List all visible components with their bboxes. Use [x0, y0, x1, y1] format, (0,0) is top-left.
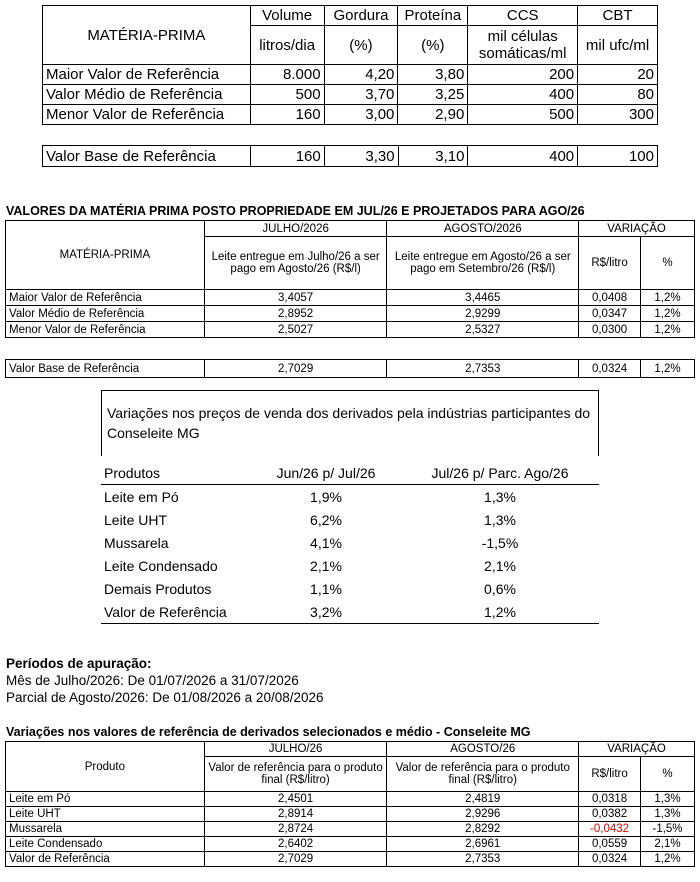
row-label: Menor Valor de Referência: [6, 322, 205, 338]
column-unit: (%): [324, 26, 398, 65]
variation-unit: %: [641, 757, 695, 792]
cell: 4,20: [324, 65, 398, 85]
cell: 3,4465: [387, 290, 579, 306]
cell: 0,0318: [579, 792, 641, 807]
calculation-periods: [6, 655, 324, 706]
row-label: Mussarela: [6, 822, 205, 837]
cell: 3,25: [398, 85, 468, 105]
product-name: Leite UHT: [104, 511, 168, 528]
reference-parameters-table: [42, 5, 658, 125]
raw-material-header: MATÉRIA-PRIMA: [43, 6, 251, 65]
raw-material-base-table: [5, 359, 695, 378]
cell: 80: [578, 85, 658, 105]
periods-heading: Períodos de apuração:: [6, 656, 152, 671]
cell: 2,1%: [310, 557, 342, 574]
variation-unit: %: [641, 237, 695, 290]
table-header-row: [43, 6, 658, 26]
row-label: Valor Base de Referência: [6, 360, 205, 378]
table-row: [43, 65, 658, 85]
variation-unit: R$/litro: [579, 757, 641, 792]
cell: 2,9296: [387, 807, 579, 822]
table-row: [6, 837, 695, 852]
row-label: Leite UHT: [6, 807, 205, 822]
cell: 1,3%: [484, 511, 516, 528]
table-row: [6, 807, 695, 822]
product-header: Produto: [6, 742, 205, 792]
derivatives-box-title: Variações nos preços de venda dos derivados pela indústrias participantes do Conseleite MG: [101, 390, 599, 456]
cell: 400: [468, 146, 578, 167]
product-name: Leite em Pó: [104, 488, 179, 505]
table-row: [101, 577, 599, 600]
table-row: [101, 600, 599, 624]
cell: -1,5%: [481, 534, 519, 551]
cell: 0,0324: [579, 360, 641, 378]
period-description: Valor de referência para o produto final (R$/litro): [204, 757, 387, 792]
row-label: Leite Condensado: [6, 837, 205, 852]
cell: 300: [578, 105, 658, 125]
cell: 1,2%: [401, 600, 599, 624]
cell: 2,6961: [387, 837, 579, 852]
column-header: Volume: [250, 6, 324, 26]
cell: 3,30: [324, 146, 398, 167]
raw-material-price-table: [5, 220, 695, 338]
table-header-row: [101, 461, 599, 485]
column-header: Jul/26 p/ Parc. Ago/26: [401, 461, 599, 485]
table-row: [101, 485, 599, 509]
cell: 1,2%: [641, 360, 695, 378]
price-table-title: VALORES DA MATÉRIA PRIMA POSTO PROPRIEDADE EM JUL/26 E PROJETADOS PARA AGO/26: [6, 204, 585, 218]
cell: 1,2%: [641, 306, 695, 322]
cell: 160: [250, 105, 324, 125]
cell: 1,9%: [310, 488, 342, 505]
cell: 160: [250, 146, 324, 167]
cell: 2,8914: [204, 807, 387, 822]
cell: 1,1%: [310, 580, 342, 597]
cell: 0,6%: [484, 580, 516, 597]
cell: 0,0300: [579, 322, 641, 338]
table-row: [101, 554, 599, 577]
cell: 2,8724: [204, 822, 387, 837]
row-label: Valor de Referência: [6, 852, 205, 867]
cell: 2,6402: [204, 837, 387, 852]
cell: 2,7029: [204, 360, 387, 378]
table-row: [43, 105, 658, 125]
period-header: AGOSTO/2026: [387, 221, 579, 237]
cell: 2,7353: [387, 360, 579, 378]
cell: 2,1%: [641, 837, 695, 852]
reference-base-table: [42, 145, 658, 167]
cell: 2,7029: [204, 852, 387, 867]
cell: 8.000: [250, 65, 324, 85]
negative-cell: -0,0432: [579, 822, 641, 837]
cell: 500: [468, 105, 578, 125]
column-header: Produtos: [101, 461, 251, 485]
row-label: Valor Médio de Referência: [6, 306, 205, 322]
cell: 3,00: [324, 105, 398, 125]
table-row: [6, 822, 695, 837]
period-line: Mês de Julho/2026: De 01/07/2026 a 31/07/2026: [6, 673, 299, 688]
column-unit: (%): [398, 26, 468, 65]
table-row: [6, 852, 695, 867]
cell: 2,8292: [387, 822, 579, 837]
cell: 1,3%: [641, 807, 695, 822]
period-header: JULHO/2026: [204, 221, 387, 237]
cell: 2,8952: [204, 306, 387, 322]
cell: 100: [578, 146, 658, 167]
period-description: Leite entregue em Julho/26 a ser pago em Agosto/26 (R$/l): [204, 237, 387, 290]
cell: 0,0408: [579, 290, 641, 306]
cell: 0,0382: [579, 807, 641, 822]
table-header-row: [6, 742, 695, 757]
table-header-row: [6, 221, 695, 237]
period-description: Leite entregue em Agosto/26 a ser pago em Setembro/26 (R$/l): [387, 237, 579, 290]
cell: 1,3%: [484, 488, 516, 505]
variation-header: VARIAÇÃO: [579, 221, 695, 237]
cell: 3,70: [324, 85, 398, 105]
cell: 2,5327: [387, 322, 579, 338]
column-unit: mil células somáticas/ml: [468, 26, 578, 65]
cell: 0,0324: [579, 852, 641, 867]
cell: 2,7353: [387, 852, 579, 867]
column-header: CBT: [578, 6, 658, 26]
cell: -1,5%: [641, 822, 695, 837]
table-row: [101, 508, 599, 531]
column-header: Jun/26 p/ Jul/26: [251, 461, 401, 485]
cell: 1,2%: [641, 852, 695, 867]
cell: 0,0559: [579, 837, 641, 852]
product-name: Mussarela: [104, 534, 169, 551]
derivatives-variation-table: [101, 461, 599, 624]
row-label: Menor Valor de Referência: [43, 105, 251, 125]
table-row: [6, 290, 695, 306]
cell: 2,4501: [204, 792, 387, 807]
row-label: Valor Médio de Referência: [43, 85, 251, 105]
row-label: Maior Valor de Referência: [43, 65, 251, 85]
period-description: Valor de referência para o produto final (R$/litro): [387, 757, 579, 792]
row-label: Leite em Pó: [6, 792, 205, 807]
table-row: [43, 146, 658, 167]
table-row: [6, 792, 695, 807]
cell: 2,1%: [484, 557, 516, 574]
table-row: [6, 360, 695, 378]
table-row: [6, 322, 695, 338]
cell: 1,3%: [641, 792, 695, 807]
cell: 2,5027: [204, 322, 387, 338]
period-line: Parcial de Agosto/2026: De 01/08/2026 a 20/08/2026: [6, 690, 324, 705]
cell: 2,9299: [387, 306, 579, 322]
cell: 4,1%: [310, 534, 342, 551]
cell: 200: [468, 65, 578, 85]
cell: 500: [250, 85, 324, 105]
variation-header: VARIAÇÃO: [579, 742, 695, 757]
column-unit: mil ufc/ml: [578, 26, 658, 65]
variation-unit: R$/litro: [579, 237, 641, 290]
table-row: [6, 306, 695, 322]
cell: 3,4057: [204, 290, 387, 306]
column-header: Proteína: [398, 6, 468, 26]
column-header: CCS: [468, 6, 578, 26]
cell: 2,4819: [387, 792, 579, 807]
row-label: Maior Valor de Referência: [6, 290, 205, 306]
cell: 400: [468, 85, 578, 105]
table-row: [101, 531, 599, 554]
column-header: Gordura: [324, 6, 398, 26]
cell: 0,0347: [579, 306, 641, 322]
column-unit: litros/dia: [250, 26, 324, 65]
period-header: AGOSTO/26: [387, 742, 579, 757]
table-row: [43, 85, 658, 105]
cell: 20: [578, 65, 658, 85]
cell: 1,2%: [641, 290, 695, 306]
selected-table-title: Variações nos valores de referência de derivados selecionados e médio - Conseleite MG: [6, 725, 531, 739]
product-name: Valor de Referência: [101, 600, 251, 624]
row-label: Valor Base de Referência: [43, 146, 251, 167]
product-name: Demais Produtos: [104, 580, 212, 597]
cell: 6,2%: [310, 511, 342, 528]
raw-material-header: MATÉRIA-PRIMA: [6, 221, 205, 290]
cell: 3,10: [398, 146, 468, 167]
period-header: JULHO/26: [204, 742, 387, 757]
cell: 1,2%: [641, 322, 695, 338]
cell: 2,90: [398, 105, 468, 125]
product-name: Leite Condensado: [104, 557, 218, 574]
cell: 3,2%: [251, 600, 401, 624]
cell: 3,80: [398, 65, 468, 85]
selected-derivatives-table: [5, 741, 695, 867]
